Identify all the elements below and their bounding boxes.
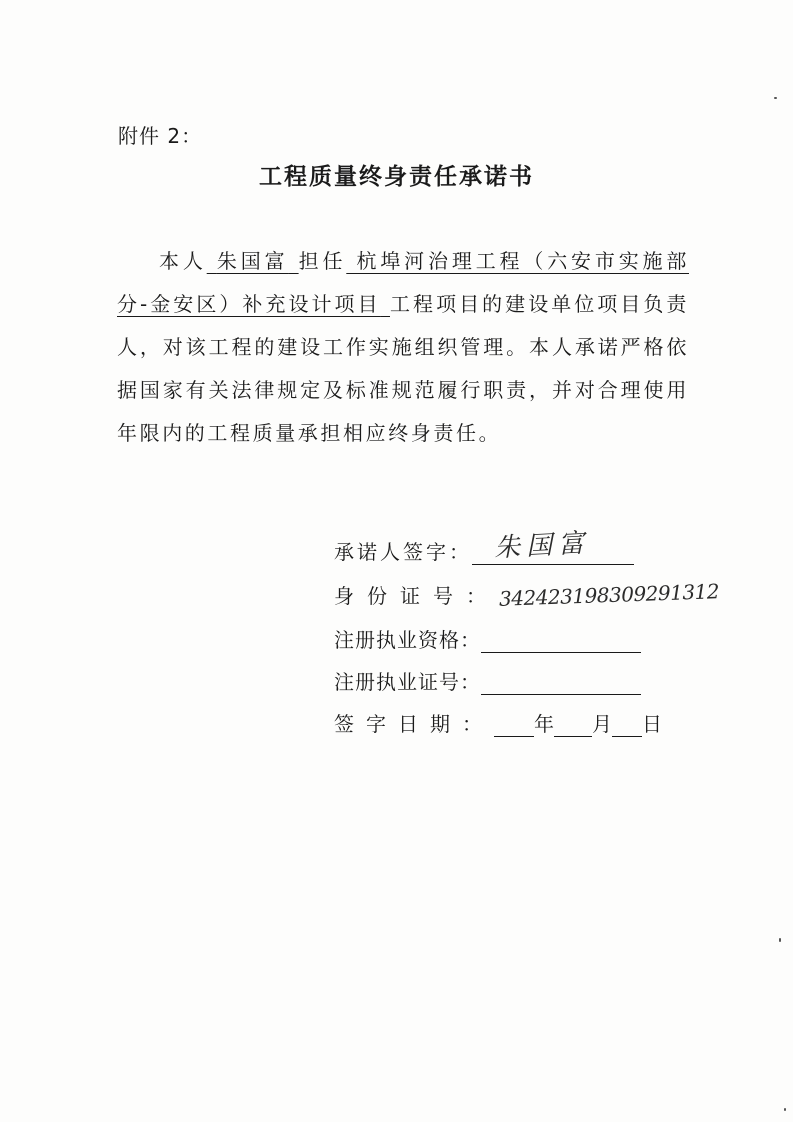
signer-signature-line[interactable] (472, 528, 634, 565)
id-number-value: 342423198309291312 (498, 579, 720, 611)
id-number-label: 身份证号： (334, 584, 499, 608)
project-name: 杭埠河治理工程（六安市实施部分-金安区）补充设计项目 (117, 249, 689, 316)
sign-date-day-label: 日 (642, 712, 662, 736)
sign-date-row (334, 708, 662, 737)
responsible-person-name: 朱国富 (216, 249, 289, 273)
certificate-row (334, 666, 641, 695)
signer-signature: 朱国富 (493, 528, 591, 564)
sign-date-month-field[interactable] (554, 714, 592, 737)
scan-speck (784, 1108, 786, 1111)
id-number-row (334, 579, 720, 611)
scan-speck (779, 938, 781, 942)
signer-row (334, 528, 634, 565)
id-number-line[interactable] (498, 579, 720, 611)
certificate-field[interactable] (481, 672, 641, 695)
qualification-label: 注册执业资格： (334, 628, 481, 652)
sign-date-day-field[interactable] (612, 714, 642, 737)
scan-speck (774, 97, 777, 99)
body-role: 担任 (298, 249, 347, 273)
body-intro: 本人 (159, 249, 207, 273)
certificate-label: 注册执业证号： (334, 670, 481, 694)
qualification-row (334, 624, 641, 653)
qualification-field[interactable] (481, 630, 641, 653)
signer-label: 承诺人签字： (334, 540, 472, 564)
sign-date-month-label: 月 (592, 712, 612, 736)
attachment-label: 附件 2： (118, 124, 203, 148)
body-commitment: 工程项目的建设单位项目负责人，对该工程的建设工作实施组织管理。本人承诺严格依据国家有关法律规定及标准规范履行职责，并对合理使用年限内的工程质量承担相应终身责任。 (117, 292, 689, 445)
sign-date-year-label: 年 (534, 712, 554, 736)
sign-date-label: 签字日期： (334, 712, 494, 736)
sign-date-year-field[interactable] (494, 714, 534, 737)
commitment-paragraph (117, 240, 689, 455)
document-title: 工程质量终身责任承诺书 (259, 164, 534, 190)
